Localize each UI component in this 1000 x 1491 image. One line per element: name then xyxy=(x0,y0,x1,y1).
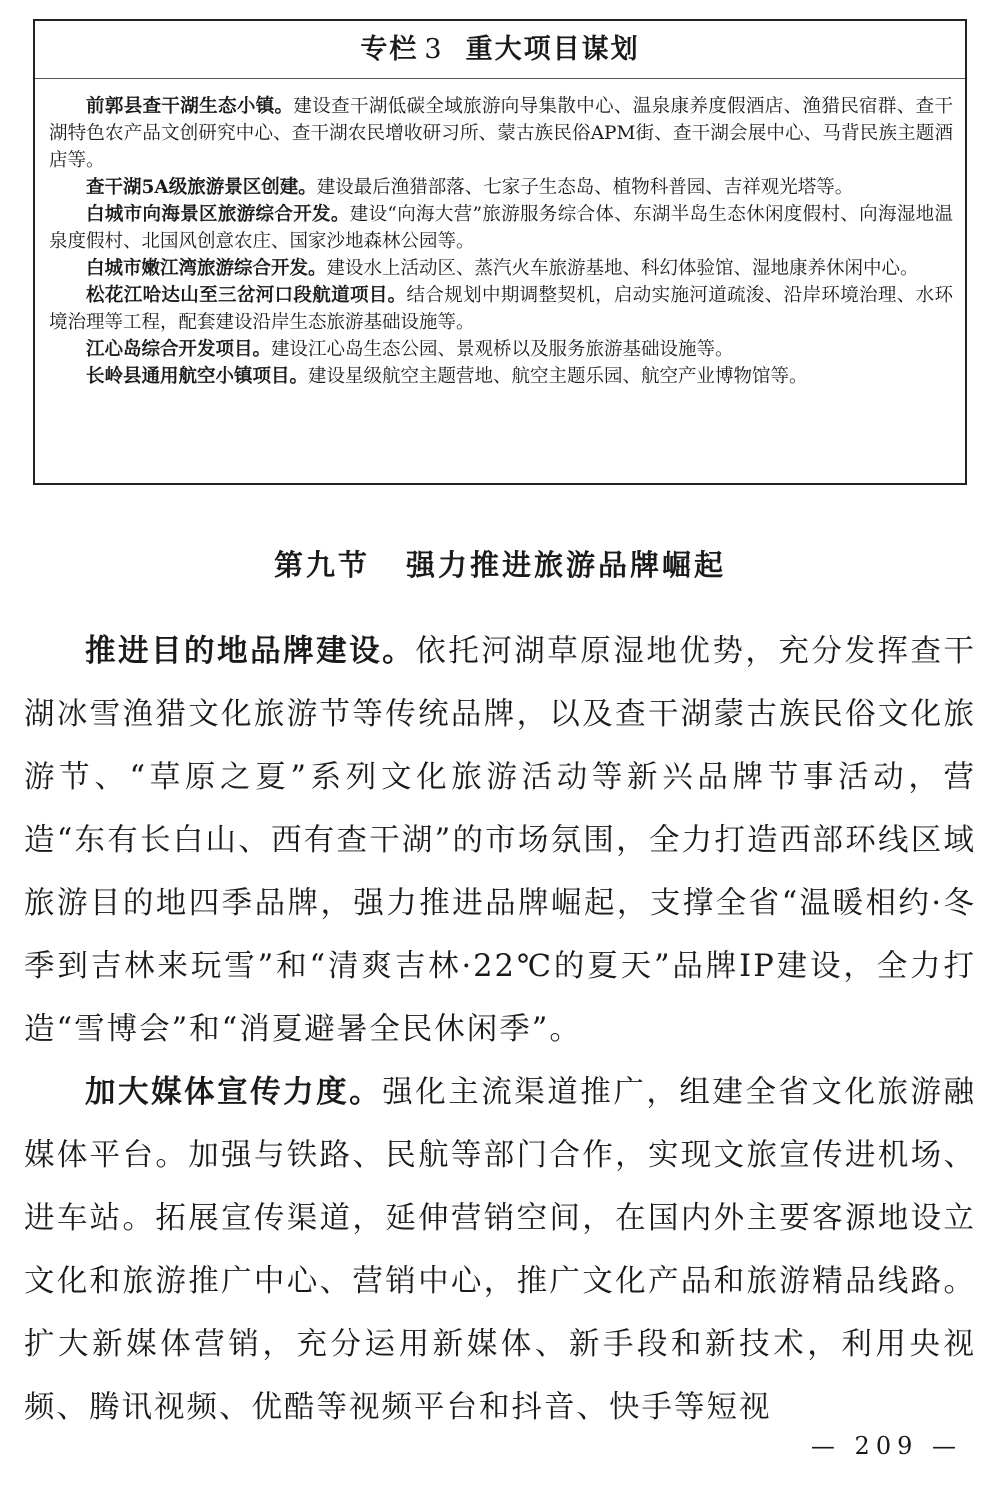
section-title: 强力推进旅游品牌崛起 xyxy=(406,548,727,582)
box-item-body: 建设最后渔猎部落、七家子生态岛、植物科普园、吉祥观光塔等。 xyxy=(316,177,854,198)
paragraph xyxy=(24,1061,976,1439)
box-item xyxy=(49,174,953,201)
paragraph-body: 依托河湖草原湿地优势，充分发挥查干湖冰雪渔猎文化旅游节等传统品牌，以及查干湖蒙古族民俗文化旅游节、“草原之夏”系列文化旅游活动等新兴品牌节事活动，营造“东有长白山、西有查干湖”的市场氛围，全力打造西部环线区域旅游目的地四季品牌，强力推进品牌崛起，支撑全省“温暖相约·冬季到吉林来玩雪”和“清爽吉林·22℃的夏天”品牌IP建设，全力打造“雪博会”和“消夏避暑全民休闲季”。 xyxy=(24,634,977,1047)
paragraph-head: 推进目的地品牌建设。 xyxy=(85,633,416,669)
page-number: — 209 — xyxy=(810,1432,962,1460)
box-item-head: 松花江哈达山至三岔河口段航道项目。 xyxy=(86,285,407,306)
section-number: 第九节 xyxy=(273,548,370,582)
box-item-head: 查干湖5A级旅游景区创建。 xyxy=(86,177,317,198)
box-item-body: 建设星级航空主题营地、航空主题乐园、航空产业博物馆等。 xyxy=(308,366,808,387)
box-item-body: 建设查干湖低碳全域旅游向导集散中心、温泉康养度假酒店、渔猎民宿群、查干湖特色农产品文创研究中心、查干湖农民增收研习所、蒙古族民俗APM街、查干湖会展中心、马背民族主题酒店等。 xyxy=(49,96,953,171)
box-body xyxy=(35,79,965,390)
box-item-body: 建设“向海大营”旅游服务综合体、东湖半岛生态休闲度假村、向海湿地温泉度假村、北国风创意农庄、国家沙地森林公园等。 xyxy=(49,204,953,252)
box-item xyxy=(49,93,953,174)
section-heading xyxy=(0,543,1000,584)
box-item xyxy=(49,201,953,255)
box-item xyxy=(49,255,953,282)
box-item-head: 江心岛综合开发项目。 xyxy=(86,339,272,360)
box-title-number: 3 xyxy=(424,34,444,65)
paragraph-head: 加大媒体宣传力度。 xyxy=(85,1074,383,1110)
box-item-body: 建设水上活动区、蒸汽火车旅游基地、科幻体验馆、湿地康养休闲中心。 xyxy=(326,258,919,279)
box-item xyxy=(49,336,953,363)
paragraph-body: 强化主流渠道推广，组建全省文化旅游融媒体平台。加强与铁路、民航等部门合作，实现文旅宣传进机场、进车站。拓展宣传渠道，延伸营销空间，在国内外主要客源地设立文化和旅游推广中心、营销中心，推广文化产品和旅游精品线路。扩大新媒体营销，充分运用新媒体、新手段和新技术，利用央视频、腾讯视频、优酷等视频平台和抖音、快手等短视 xyxy=(24,1075,977,1425)
box-item-head: 长岭县通用航空小镇项目。 xyxy=(86,366,309,387)
box-title xyxy=(35,21,965,79)
paragraph xyxy=(24,620,976,1061)
box-item-head: 前郭县查干湖生态小镇。 xyxy=(86,96,294,117)
main-text xyxy=(24,620,976,1439)
feature-box xyxy=(33,19,967,485)
box-title-prefix: 专栏 xyxy=(360,34,419,65)
box-item xyxy=(49,282,953,336)
box-item-head: 白城市向海景区旅游综合开发。 xyxy=(86,204,350,225)
box-item-body: 结合规划中期调整契机，启动实施河道疏浚、沿岸环境治理、水环境治理等工程，配套建设沿岸生态旅游基础设施等。 xyxy=(49,285,953,333)
box-item-body: 建设江心岛生态公园、景观桥以及服务旅游基础设施等。 xyxy=(271,339,734,360)
box-item xyxy=(49,363,953,390)
box-item-head: 白城市嫩江湾旅游综合开发。 xyxy=(86,258,327,279)
box-title-text: 重大项目谋划 xyxy=(465,34,640,65)
